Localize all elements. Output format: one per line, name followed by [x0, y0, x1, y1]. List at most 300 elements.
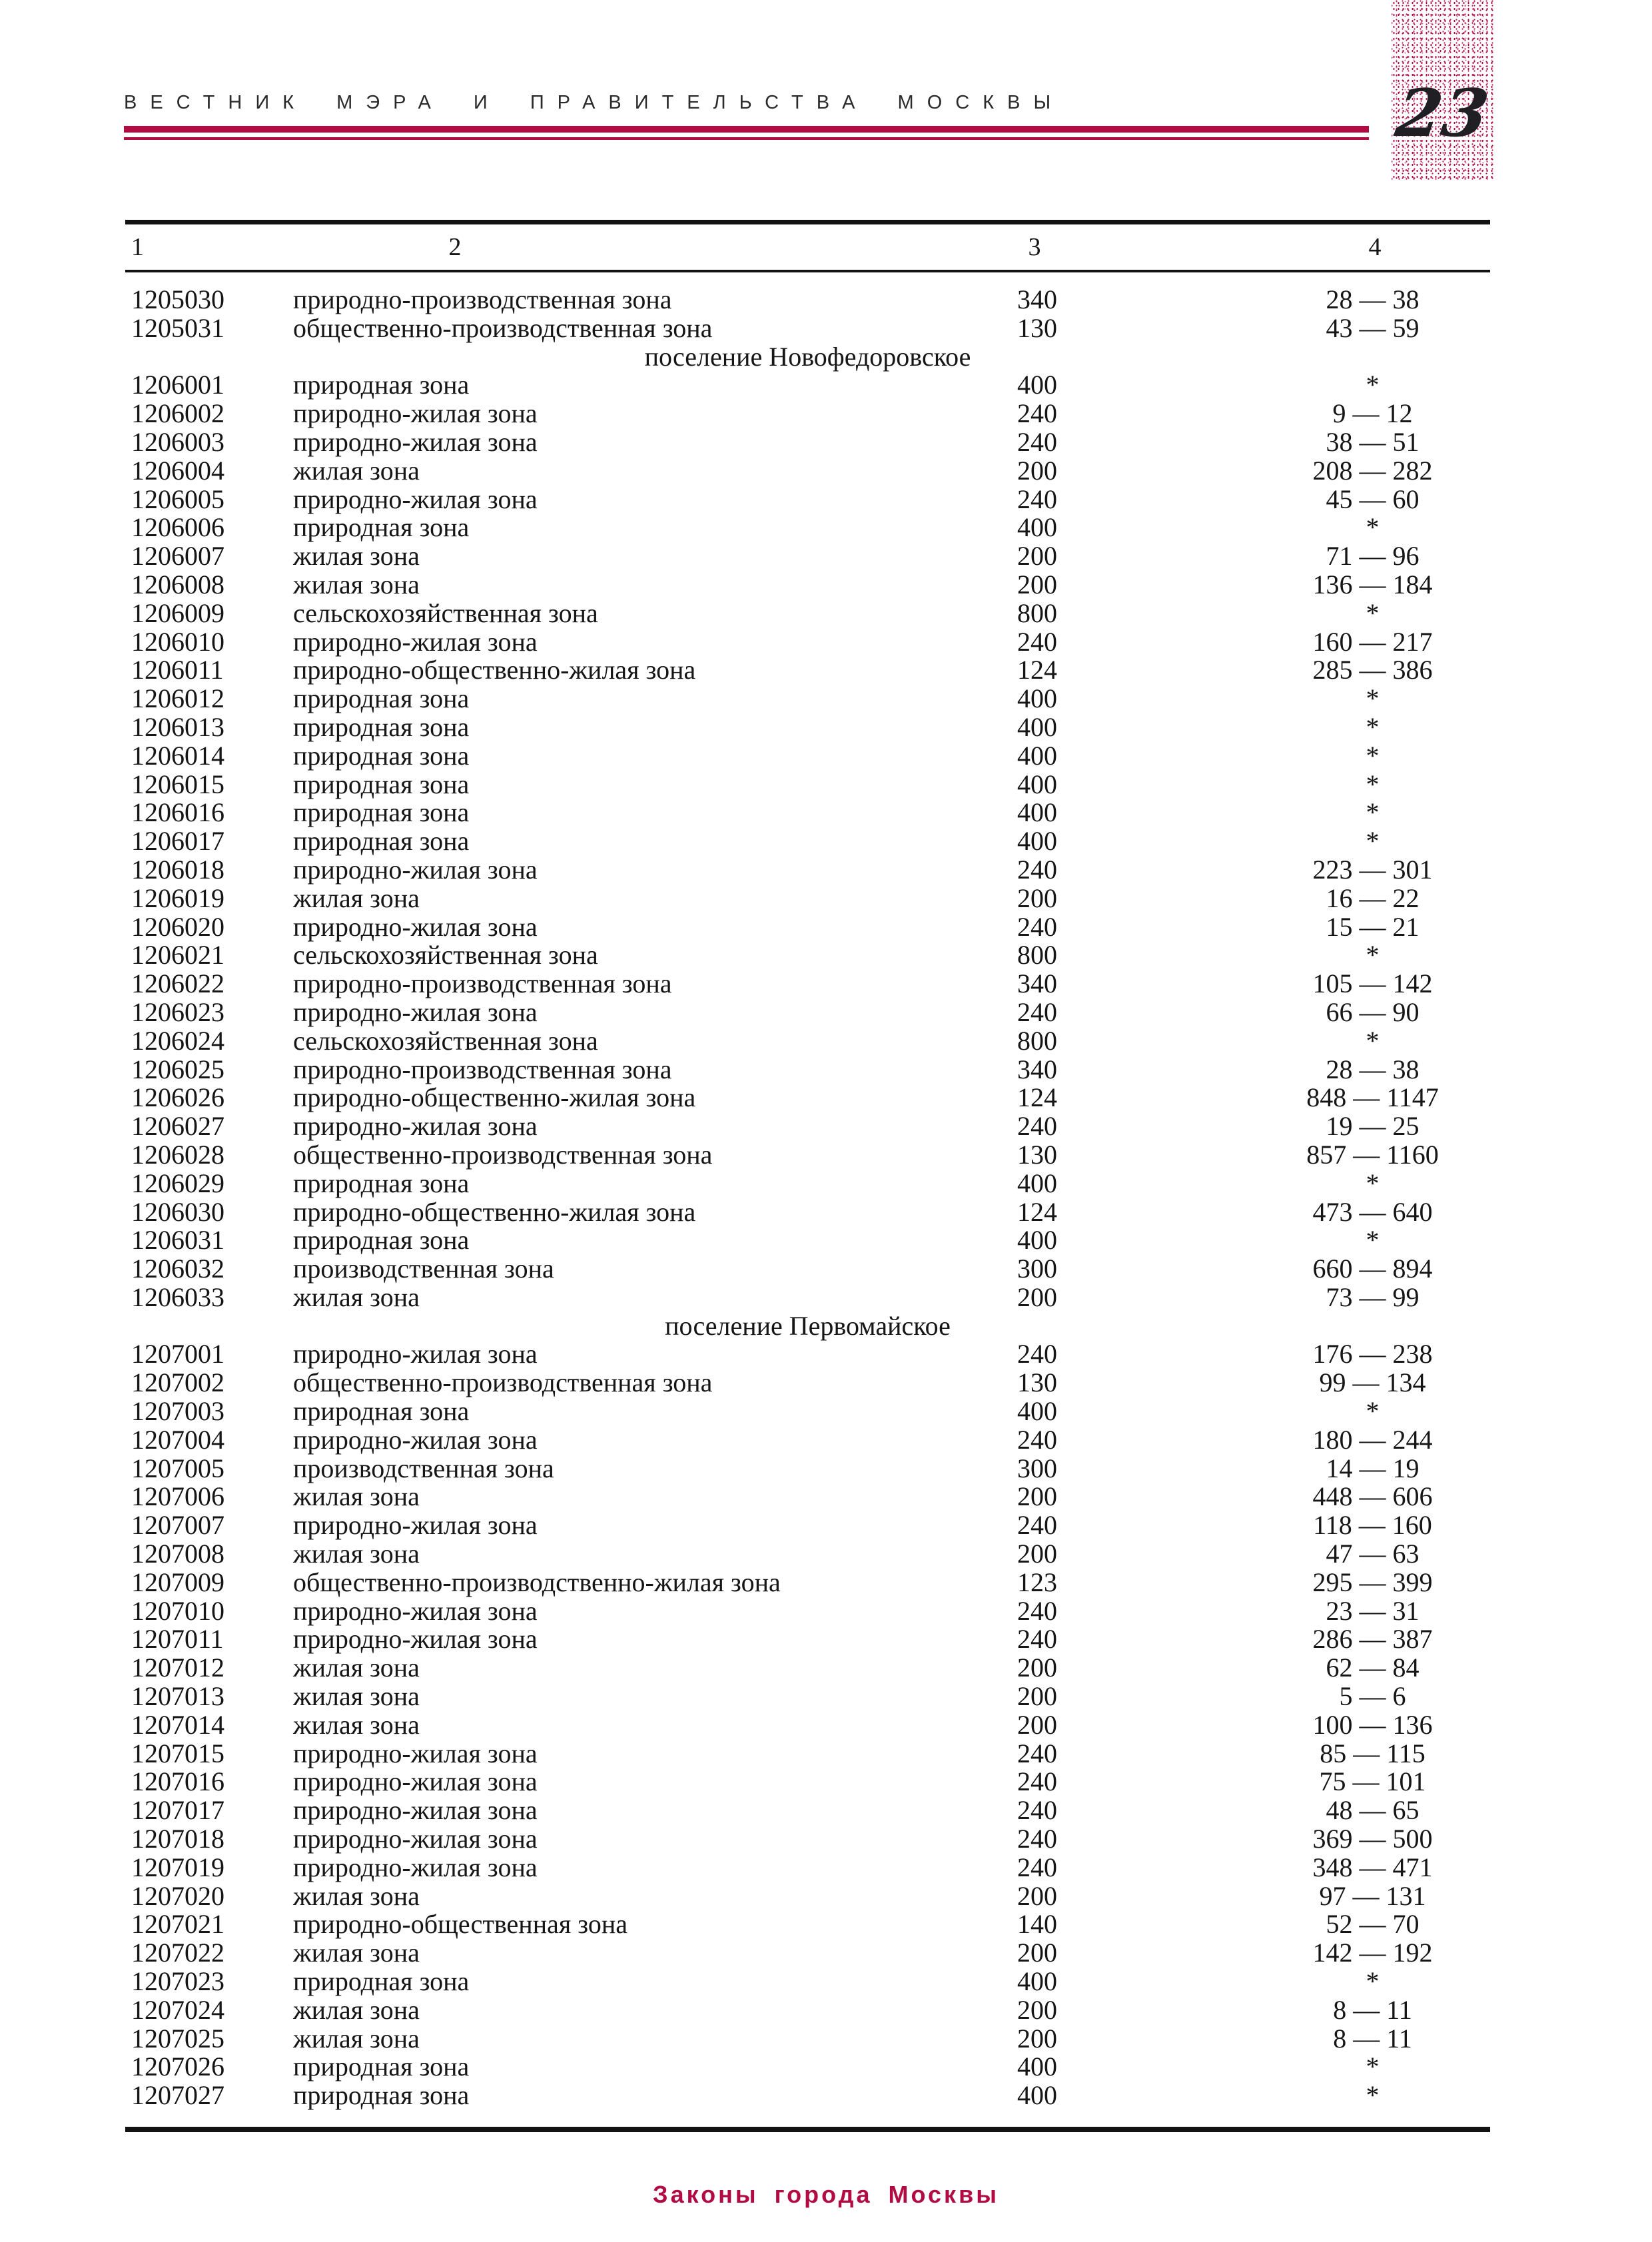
- zone-code-cell: 1206010: [131, 626, 224, 657]
- zone-name-cell: производственная зона: [293, 1453, 554, 1483]
- range-cell: *: [1366, 2080, 1380, 2111]
- table-row: [125, 685, 1490, 713]
- range-cell: 223 — 301: [1312, 854, 1433, 885]
- table-row: [125, 1056, 1490, 1084]
- range-cell: 8 — 11: [1333, 2023, 1412, 2054]
- zone-name-cell: общественно-производственная зона: [293, 1139, 713, 1170]
- range-cell: *: [1366, 597, 1380, 628]
- zone-name-cell: природно-производственная зона: [293, 1054, 672, 1084]
- zone-name-cell: природная зона: [293, 2052, 470, 2082]
- coefficient-cell: 200: [1017, 1994, 1057, 2025]
- zone-code-cell: 1207023: [131, 1966, 224, 1997]
- zone-code-cell: 1206003: [131, 426, 224, 457]
- range-cell: *: [1366, 797, 1380, 828]
- table-row: [125, 1141, 1490, 1170]
- table-row: [125, 1397, 1490, 1426]
- zone-code-cell: 1206006: [131, 512, 224, 543]
- coefficient-cell: 400: [1017, 1396, 1057, 1427]
- range-cell: *: [1366, 1396, 1380, 1427]
- range-cell: *: [1366, 2052, 1380, 2082]
- zone-code-cell: 1206008: [131, 569, 224, 599]
- coefficient-cell: 400: [1017, 740, 1057, 771]
- range-cell: 14 — 19: [1326, 1453, 1420, 1483]
- coefficient-cell: 123: [1017, 1567, 1057, 1597]
- zone-name-cell: общественно-производственно-жилая зона: [293, 1567, 781, 1597]
- range-cell: 15 — 21: [1326, 911, 1420, 942]
- zone-code-cell: 1206022: [131, 968, 224, 999]
- range-cell: 45 — 60: [1326, 484, 1420, 514]
- coefficient-cell: 200: [1017, 455, 1057, 486]
- zone-name-cell: природная зона: [293, 769, 470, 799]
- range-cell: 208 — 282: [1312, 455, 1433, 486]
- table-row: [125, 1597, 1490, 1626]
- range-cell: 857 — 1160: [1306, 1139, 1439, 1170]
- zone-code-cell: 1207002: [131, 1367, 224, 1398]
- table-row: [125, 314, 1490, 343]
- zone-name-cell: природно-жилая зона: [293, 1766, 538, 1797]
- column-header-3: 3: [1028, 233, 1041, 261]
- table-row: [125, 1340, 1490, 1369]
- zone-code-cell: 1206011: [131, 655, 224, 685]
- table-bottom-rule: [125, 2127, 1490, 2132]
- zone-code-cell: 1206014: [131, 740, 224, 771]
- zone-name-cell: жилая зона: [293, 541, 420, 571]
- zone-name-cell: природно-жилая зона: [293, 1852, 538, 1882]
- zone-code-cell: 1206024: [131, 1025, 224, 1056]
- coefficient-cell: 200: [1017, 2023, 1057, 2054]
- table-row: [125, 1198, 1490, 1227]
- coefficient-cell: 400: [1017, 1225, 1057, 1256]
- zone-name-cell: жилая зона: [293, 1938, 420, 1968]
- coefficient-cell: 240: [1017, 1595, 1057, 1626]
- table-row: [125, 1369, 1490, 1397]
- table-row: [125, 1682, 1490, 1711]
- zone-name-cell: жилая зона: [293, 1994, 420, 2025]
- coefficient-cell: 240: [1017, 1624, 1057, 1655]
- table-row: [125, 1825, 1490, 1854]
- zone-name-cell: природно-жилая зона: [293, 626, 538, 657]
- zone-code-cell: 1207011: [131, 1624, 224, 1655]
- zone-code-cell: 1206020: [131, 911, 224, 942]
- table-row: [125, 1027, 1490, 1056]
- coefficient-cell: 400: [1017, 2080, 1057, 2111]
- zone-name-cell: жилая зона: [293, 1681, 420, 1712]
- table-row: [125, 1968, 1490, 1996]
- settlement-section-title: поселение Первомайское: [665, 1310, 951, 1341]
- zone-name-cell: природная зона: [293, 797, 470, 828]
- zone-code-cell: 1207012: [131, 1653, 224, 1683]
- table-row: [125, 771, 1490, 799]
- zone-name-cell: природная зона: [293, 826, 470, 857]
- table-row: [125, 599, 1490, 628]
- coefficient-cell: 130: [1017, 1367, 1057, 1398]
- coefficient-cell: 240: [1017, 1339, 1057, 1369]
- zone-name-cell: природная зона: [293, 740, 470, 771]
- zone-name-cell: жилая зона: [293, 1539, 420, 1569]
- coefficient-cell: 200: [1017, 569, 1057, 599]
- range-cell: 47 — 63: [1326, 1539, 1420, 1569]
- coefficient-cell: 400: [1017, 1966, 1057, 1997]
- zone-name-cell: жилая зона: [293, 455, 420, 486]
- zone-code-cell: 1206016: [131, 797, 224, 828]
- coefficient-cell: 200: [1017, 1481, 1057, 1512]
- coefficient-cell: 240: [1017, 996, 1057, 1027]
- coefficient-cell: 400: [1017, 512, 1057, 543]
- range-cell: 180 — 244: [1312, 1424, 1433, 1455]
- zone-name-cell: жилая зона: [293, 569, 420, 599]
- range-cell: 38 — 51: [1326, 426, 1420, 457]
- coefficient-cell: 800: [1017, 597, 1057, 628]
- coefficient-cell: 400: [1017, 683, 1057, 714]
- zone-code-cell: 1207026: [131, 2052, 224, 2082]
- table-header-rule: [125, 270, 1490, 272]
- coefficient-cell: 240: [1017, 1424, 1057, 1455]
- table-row: [125, 371, 1490, 400]
- zone-code-cell: 1206030: [131, 1196, 224, 1227]
- table-row: [125, 514, 1490, 542]
- zone-code-cell: 1206028: [131, 1139, 224, 1170]
- range-cell: 176 — 238: [1312, 1339, 1433, 1369]
- zone-code-cell: 1206033: [131, 1282, 224, 1312]
- zone-code-cell: 1206015: [131, 769, 224, 799]
- coefficient-cell: 340: [1017, 968, 1057, 999]
- zone-name-cell: природная зона: [293, 1168, 470, 1198]
- table-row: [125, 571, 1490, 599]
- coefficient-cell: 200: [1017, 1539, 1057, 1569]
- range-cell: 473 — 640: [1312, 1196, 1433, 1227]
- range-cell: 97 — 131: [1319, 1880, 1426, 1911]
- column-header-2: 2: [448, 233, 462, 261]
- zone-name-cell: природная зона: [293, 1966, 470, 1997]
- zone-code-cell: 1207015: [131, 1738, 224, 1768]
- range-cell: 85 — 115: [1320, 1738, 1426, 1768]
- range-cell: 48 — 65: [1326, 1795, 1420, 1826]
- coefficient-cell: 400: [1017, 2052, 1057, 2082]
- zone-code-cell: 1207005: [131, 1453, 224, 1483]
- coefficient-cell: 130: [1017, 312, 1057, 343]
- zone-code-cell: 1206017: [131, 826, 224, 857]
- coefficient-cell: 400: [1017, 1168, 1057, 1198]
- table-row: [125, 1511, 1490, 1540]
- zone-code-cell: 1207017: [131, 1795, 224, 1826]
- table-row: [125, 742, 1490, 771]
- coefficient-cell: 200: [1017, 1938, 1057, 1968]
- coefficient-cell: 124: [1017, 1082, 1057, 1113]
- zone-name-cell: природная зона: [293, 2080, 470, 2111]
- coefficient-cell: 240: [1017, 1766, 1057, 1797]
- table-row: [125, 941, 1490, 970]
- column-header-1: 1: [131, 233, 144, 261]
- page-number-ornament-box: [1392, 0, 1493, 182]
- zone-code-cell: 1205031: [131, 312, 224, 343]
- table-row: [125, 2053, 1490, 2081]
- table-row: [125, 1711, 1490, 1740]
- table-row: [125, 970, 1490, 998]
- zone-code-cell: 1207019: [131, 1852, 224, 1882]
- coefficient-cell: 140: [1017, 1909, 1057, 1940]
- range-cell: 369 — 500: [1312, 1824, 1433, 1854]
- zone-code-cell: 1206025: [131, 1054, 224, 1084]
- coefficient-cell: 130: [1017, 1139, 1057, 1170]
- range-cell: 28 — 38: [1326, 284, 1420, 314]
- coefficient-cell: 340: [1017, 284, 1057, 314]
- table-row: [125, 656, 1490, 685]
- table-row: [125, 1483, 1490, 1511]
- range-cell: 136 — 184: [1312, 569, 1433, 599]
- zone-name-cell: сельскохозяйственная зона: [293, 1025, 598, 1056]
- table-row: [125, 1910, 1490, 1939]
- range-cell: 28 — 38: [1326, 1054, 1420, 1084]
- table-row: [125, 1170, 1490, 1198]
- range-cell: 16 — 22: [1326, 883, 1420, 913]
- table-row: [125, 1740, 1490, 1768]
- range-cell: 8 — 11: [1333, 1994, 1412, 2025]
- zone-name-cell: природно-жилая зона: [293, 1111, 538, 1142]
- zone-name-cell: природно-жилая зона: [293, 911, 538, 942]
- coefficient-cell: 124: [1017, 655, 1057, 685]
- coefficient-cell: 240: [1017, 626, 1057, 657]
- zone-name-cell: природная зона: [293, 512, 470, 543]
- table-row: [125, 1255, 1490, 1284]
- table-row: [125, 885, 1490, 913]
- range-cell: *: [1366, 740, 1380, 771]
- table-row: [125, 913, 1490, 942]
- coefficient-cell: 800: [1017, 940, 1057, 970]
- range-cell: *: [1366, 711, 1380, 742]
- zone-name-cell: природно-жилая зона: [293, 1738, 538, 1768]
- range-cell: 660 — 894: [1312, 1254, 1433, 1284]
- zone-code-cell: 1206029: [131, 1168, 224, 1198]
- range-cell: *: [1366, 1225, 1380, 1256]
- zone-name-cell: природно-жилая зона: [293, 1595, 538, 1626]
- range-cell: 23 — 31: [1326, 1595, 1420, 1626]
- zone-name-cell: природно-жилая зона: [293, 1424, 538, 1455]
- zone-code-cell: 1206009: [131, 597, 224, 628]
- coefficient-cell: 200: [1017, 1653, 1057, 1683]
- coefficient-cell: 400: [1017, 797, 1057, 828]
- coefficient-cell: 124: [1017, 1196, 1057, 1227]
- zone-name-cell: природно-жилая зона: [293, 484, 538, 514]
- table-row: [125, 856, 1490, 885]
- settlement-section-header: [125, 343, 1490, 372]
- table-row: [125, 1084, 1490, 1112]
- range-cell: 285 — 386: [1312, 655, 1433, 685]
- table-column-header-row: [125, 224, 1490, 270]
- coefficient-cell: 240: [1017, 854, 1057, 885]
- coefficient-cell: 200: [1017, 883, 1057, 913]
- range-cell: 118 — 160: [1313, 1510, 1432, 1541]
- range-cell: 142 — 192: [1312, 1938, 1433, 1968]
- zone-name-cell: жилая зона: [293, 1481, 420, 1512]
- zone-code-cell: 1206019: [131, 883, 224, 913]
- zone-code-cell: 1206027: [131, 1111, 224, 1142]
- zone-code-cell: 1207014: [131, 1709, 224, 1740]
- range-cell: *: [1366, 940, 1380, 970]
- coefficient-cell: 400: [1017, 711, 1057, 742]
- coefficient-cell: 200: [1017, 1282, 1057, 1312]
- range-cell: 19 — 25: [1326, 1111, 1420, 1142]
- table-row: [125, 400, 1490, 428]
- coefficient-cell: 240: [1017, 426, 1057, 457]
- table-row: [125, 1768, 1490, 1796]
- zone-code-cell: 1207020: [131, 1880, 224, 1911]
- settlement-section-header: [125, 1312, 1490, 1341]
- zone-name-cell: природно-жилая зона: [293, 426, 538, 457]
- coefficient-cell: 240: [1017, 1510, 1057, 1541]
- footer-title: Законы города Москвы: [653, 2181, 999, 2208]
- coefficient-cell: 400: [1017, 370, 1057, 400]
- coefficient-cell: 240: [1017, 1795, 1057, 1826]
- range-cell: 160 — 217: [1312, 626, 1433, 657]
- range-cell: 62 — 84: [1326, 1653, 1420, 1683]
- table-row: [125, 1882, 1490, 1911]
- zone-name-cell: жилая зона: [293, 1880, 420, 1911]
- zone-name-cell: сельскохозяйственная зона: [293, 940, 598, 970]
- zone-name-cell: природно-жилая зона: [293, 1510, 538, 1541]
- zone-name-cell: природно-жилая зона: [293, 1339, 538, 1369]
- zone-code-cell: 1207024: [131, 1994, 224, 2025]
- range-cell: *: [1366, 512, 1380, 543]
- masthead-title: ВЕСТНИК МЭРА И ПРАВИТЕЛЬСТВА МОСКВЫ: [124, 92, 1064, 113]
- zone-code-cell: 1206023: [131, 996, 224, 1027]
- zone-name-cell: природная зона: [293, 683, 470, 714]
- table-row: [125, 1426, 1490, 1455]
- table-row: [125, 998, 1490, 1027]
- zone-name-cell: природно-жилая зона: [293, 1795, 538, 1826]
- coefficient-cell: 240: [1017, 911, 1057, 942]
- table-row: [125, 486, 1490, 514]
- zone-code-cell: 1207004: [131, 1424, 224, 1455]
- zone-name-cell: жилая зона: [293, 1282, 420, 1312]
- zone-name-cell: природная зона: [293, 370, 470, 400]
- zone-code-cell: 1206004: [131, 455, 224, 486]
- range-cell: 286 — 387: [1312, 1624, 1433, 1655]
- zone-name-cell: природно-общественно-жилая зона: [293, 655, 696, 685]
- zone-name-cell: сельскохозяйственная зона: [293, 597, 598, 628]
- table-row: [125, 428, 1490, 457]
- zone-code-cell: 1207010: [131, 1595, 224, 1626]
- range-cell: *: [1366, 1025, 1380, 1056]
- zone-code-cell: 1206001: [131, 370, 224, 400]
- table-row: [125, 1569, 1490, 1597]
- zone-code-cell: 1207027: [131, 2080, 224, 2111]
- table-row: [125, 1939, 1490, 1968]
- coefficient-cell: 400: [1017, 826, 1057, 857]
- table-row: [125, 1455, 1490, 1483]
- zone-code-cell: 1207001: [131, 1339, 224, 1369]
- zone-code-cell: 1207021: [131, 1909, 224, 1940]
- coefficient-cell: 240: [1017, 1852, 1057, 1882]
- zone-name-cell: природная зона: [293, 1396, 470, 1427]
- range-cell: 99 — 134: [1319, 1367, 1426, 1398]
- table-row: [125, 1540, 1490, 1569]
- zone-code-cell: 1206007: [131, 541, 224, 571]
- table-row: [125, 1796, 1490, 1825]
- zone-code-cell: 1206018: [131, 854, 224, 885]
- coefficient-cell: 240: [1017, 398, 1057, 429]
- coefficient-cell: 240: [1017, 1824, 1057, 1854]
- coefficient-cell: 200: [1017, 1880, 1057, 1911]
- masthead-rule-thin: [124, 137, 1369, 140]
- zone-name-cell: природно-общественно-жилая зона: [293, 1196, 696, 1227]
- zone-code-cell: 1207022: [131, 1938, 224, 1968]
- range-cell: 43 — 59: [1326, 312, 1420, 343]
- coefficient-cell: 200: [1017, 541, 1057, 571]
- zone-code-cell: 1207006: [131, 1481, 224, 1512]
- table-row: [125, 542, 1490, 571]
- range-cell: *: [1366, 769, 1380, 799]
- column-header-4: 4: [1368, 233, 1382, 261]
- zone-name-cell: общественно-производственная зона: [293, 1367, 713, 1398]
- coefficient-cell: 300: [1017, 1453, 1057, 1483]
- table-row: [125, 713, 1490, 742]
- zone-code-cell: 1207003: [131, 1396, 224, 1427]
- zone-name-cell: природная зона: [293, 711, 470, 742]
- zone-code-cell: 1207016: [131, 1766, 224, 1797]
- coefficient-cell: 800: [1017, 1025, 1057, 1056]
- table-row: [125, 1625, 1490, 1654]
- range-cell: 73 — 99: [1326, 1282, 1420, 1312]
- table-row: [125, 1112, 1490, 1141]
- zone-name-cell: природно-общественно-жилая зона: [293, 1082, 696, 1113]
- zone-code-cell: 1207013: [131, 1681, 224, 1712]
- settlement-section-title: поселение Новофедоровское: [644, 341, 971, 372]
- zone-name-cell: природно-жилая зона: [293, 398, 538, 429]
- range-cell: 66 — 90: [1326, 996, 1420, 1027]
- range-cell: 848 — 1147: [1306, 1082, 1439, 1113]
- zone-name-cell: общественно-производственная зона: [293, 312, 713, 343]
- table-row: [125, 1284, 1490, 1312]
- zone-name-cell: производственная зона: [293, 1254, 554, 1284]
- zone-name-cell: жилая зона: [293, 2023, 420, 2054]
- table-top-rule: [125, 220, 1490, 224]
- range-cell: 100 — 136: [1312, 1709, 1433, 1740]
- coefficient-cell: 340: [1017, 1054, 1057, 1084]
- zone-code-cell: 1207008: [131, 1539, 224, 1569]
- table-row: [125, 1854, 1490, 1882]
- range-cell: 9 — 12: [1332, 398, 1413, 429]
- zone-code-cell: 1205030: [131, 284, 224, 314]
- coefficient-cell: 240: [1017, 484, 1057, 514]
- range-cell: 71 — 96: [1326, 541, 1420, 571]
- range-cell: *: [1366, 370, 1380, 400]
- table-row: [125, 628, 1490, 657]
- zone-name-cell: жилая зона: [293, 1653, 420, 1683]
- table-row: [125, 457, 1490, 486]
- range-cell: *: [1366, 683, 1380, 714]
- table-row: [125, 799, 1490, 827]
- coefficient-cell: 300: [1017, 1254, 1057, 1284]
- range-cell: *: [1366, 1966, 1380, 1997]
- table-body: [125, 286, 1490, 2110]
- zone-code-cell: 1207007: [131, 1510, 224, 1541]
- range-cell: 52 — 70: [1326, 1909, 1420, 1940]
- table-row: [125, 827, 1490, 856]
- page-number: 23: [1392, 75, 1493, 152]
- zone-code-cell: 1206026: [131, 1082, 224, 1113]
- zone-name-cell: природная зона: [293, 1225, 470, 1256]
- table-row: [125, 2081, 1490, 2110]
- table-row: [125, 2025, 1490, 2054]
- zone-name-cell: природно-жилая зона: [293, 1624, 538, 1655]
- zone-code-cell: 1206021: [131, 940, 224, 970]
- range-cell: 448 — 606: [1312, 1481, 1433, 1512]
- table-row: [125, 1226, 1490, 1255]
- coefficient-cell: 240: [1017, 1738, 1057, 1768]
- range-cell: *: [1366, 1168, 1380, 1198]
- table-row: [125, 1654, 1490, 1682]
- zone-code-cell: 1206012: [131, 683, 224, 714]
